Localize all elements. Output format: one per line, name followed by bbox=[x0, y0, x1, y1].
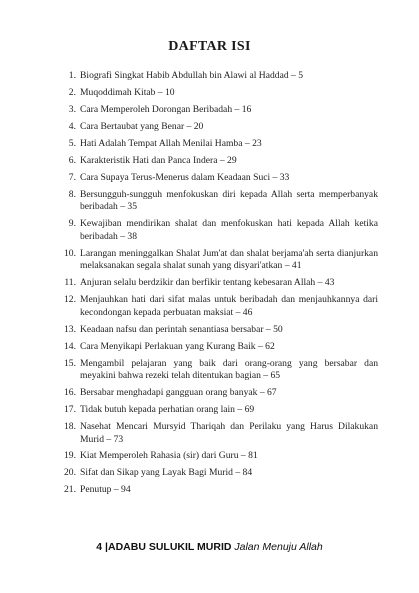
toc-entry bbox=[60, 277, 378, 290]
toc-entry bbox=[60, 121, 378, 134]
toc-entry bbox=[60, 324, 378, 337]
toc-entry-text: Cara Supaya Terus-Menerus dalam Keadaan Suci – 33 bbox=[80, 171, 290, 183]
toc-entry-number: 11. bbox=[64, 277, 76, 289]
footer-subtitle: Jalan Menuju Allah bbox=[234, 541, 323, 553]
toc-entry bbox=[60, 358, 378, 383]
toc-entry-number: 15. bbox=[64, 357, 76, 369]
toc-entry-number: 8. bbox=[68, 188, 76, 200]
footer-separator: | bbox=[105, 541, 108, 553]
toc-entry bbox=[60, 341, 378, 354]
toc-entry-text: Biografi Singkat Habib Abdullah bin Alawi al Haddad – 5 bbox=[80, 70, 304, 81]
toc-entry bbox=[60, 104, 378, 117]
toc-entry-text: Keadaan nafsu dan perintah senantiasa bersabar – 50 bbox=[80, 323, 283, 335]
toc-entry bbox=[60, 450, 378, 463]
toc-entry-number: 6. bbox=[68, 154, 76, 166]
toc-entry-number: 13. bbox=[64, 323, 76, 335]
toc-entry-number: 3. bbox=[68, 103, 76, 115]
toc-entry-number: 16. bbox=[64, 387, 76, 399]
toc-entry bbox=[60, 467, 378, 480]
toc-entry bbox=[60, 484, 378, 497]
toc-entry-number: 18. bbox=[64, 420, 76, 432]
toc-entry-text: Kiat Memperoleh Rahasia (sir) dari Guru – 81 bbox=[80, 450, 258, 462]
footer-page-number: 4 bbox=[96, 541, 103, 553]
toc-entry-text: Karakteristik Hati dan Panca Indera – 29 bbox=[80, 154, 237, 166]
toc-entry bbox=[60, 172, 378, 185]
toc-entry bbox=[60, 70, 378, 83]
toc-entry-number: 17. bbox=[64, 403, 76, 415]
toc-entry-number: 5. bbox=[68, 137, 76, 149]
toc-entry bbox=[60, 421, 378, 446]
toc-entry bbox=[60, 387, 378, 400]
toc-entry bbox=[60, 218, 378, 243]
toc-entry bbox=[60, 87, 378, 100]
toc-entry-text: Sifat dan Sikap yang Layak Bagi Murid – 84 bbox=[80, 467, 253, 479]
toc-entry bbox=[60, 404, 378, 417]
toc-entry-number: 21. bbox=[64, 484, 76, 496]
toc-entry-number: 14. bbox=[64, 340, 76, 352]
toc-entry-number: 9. bbox=[68, 218, 76, 230]
table-of-contents bbox=[60, 70, 378, 501]
toc-entry-text: Nasehat Mencari Mursyid Thariqah dan Perilaku yang Harus Dilakukan Murid – 73 bbox=[80, 420, 378, 445]
toc-entry-text: Cara Memperoleh Dorongan Beribadah – 16 bbox=[80, 103, 252, 115]
toc-entry-text: Penutup – 94 bbox=[80, 484, 131, 496]
toc-entry bbox=[60, 294, 378, 319]
toc-entry bbox=[60, 189, 378, 214]
toc-entry-text: Cara Menyikapi Perlakuan yang Kurang Baik – 62 bbox=[80, 340, 275, 352]
toc-entry-number: 2. bbox=[68, 86, 76, 98]
toc-entry-number: 12. bbox=[64, 294, 76, 306]
toc-entry-text: Cara Bertaubat yang Benar – 20 bbox=[80, 120, 204, 132]
page-title: DAFTAR ISI bbox=[168, 39, 251, 54]
toc-entry-text: Bersungguh-sungguh menfokuskan diri kepada Allah serta memperbanyak beribadah – 35 bbox=[80, 188, 378, 213]
toc-entry-number: 10. bbox=[64, 247, 76, 259]
toc-entry-text: Muqoddimah Kitab – 10 bbox=[80, 86, 175, 98]
toc-entry bbox=[60, 155, 378, 168]
toc-entry-text: Kewajiban mendirikan shalat dan menfokuskan hati kepada Allah ketika beribadah – 38 bbox=[80, 218, 378, 242]
toc-entry-text: Bersabar menghadapi gangguan orang banyak – 67 bbox=[80, 387, 277, 399]
toc-entry-text: Mengambil pelajaran yang baik dari orang-orang yang bersabar dan meyakini bahwa rezeki telah ditentukan bagian – 65 bbox=[80, 357, 378, 382]
toc-entry-text: Tidak butuh kepada perhatian orang lain – 69 bbox=[80, 403, 255, 415]
toc-entry-text: Hati Adalah Tempat Allah Menilai Hamba – 23 bbox=[80, 137, 262, 149]
toc-entry-number: 20. bbox=[64, 467, 76, 479]
toc-entry bbox=[60, 138, 378, 151]
toc-entry bbox=[60, 248, 378, 273]
toc-entry-number: 19. bbox=[64, 450, 76, 462]
toc-entry-number: 4. bbox=[68, 120, 76, 132]
toc-entry-number: 7. bbox=[68, 171, 76, 183]
page-footer bbox=[0, 541, 419, 553]
footer-book-title: ADABU SULUKIL MURID bbox=[107, 541, 232, 553]
toc-entry-text: Menjauhkan hati dari sifat malas untuk beribadah dan menjauhkannya dari kecondongan kepada perbuatan maksiat – 46 bbox=[80, 294, 378, 318]
toc-entry-text: Larangan meninggalkan Shalat Jum'at dan shalat berjama'ah serta dianjurkan melaksanakan segala shalat sunah yang disyari'atkan – 41 bbox=[80, 247, 378, 272]
toc-entry-text: Anjuran selalu berdzikir dan berfikir tentang kebesaran Allah – 43 bbox=[80, 277, 335, 289]
toc-entry-number: 1. bbox=[68, 70, 76, 81]
